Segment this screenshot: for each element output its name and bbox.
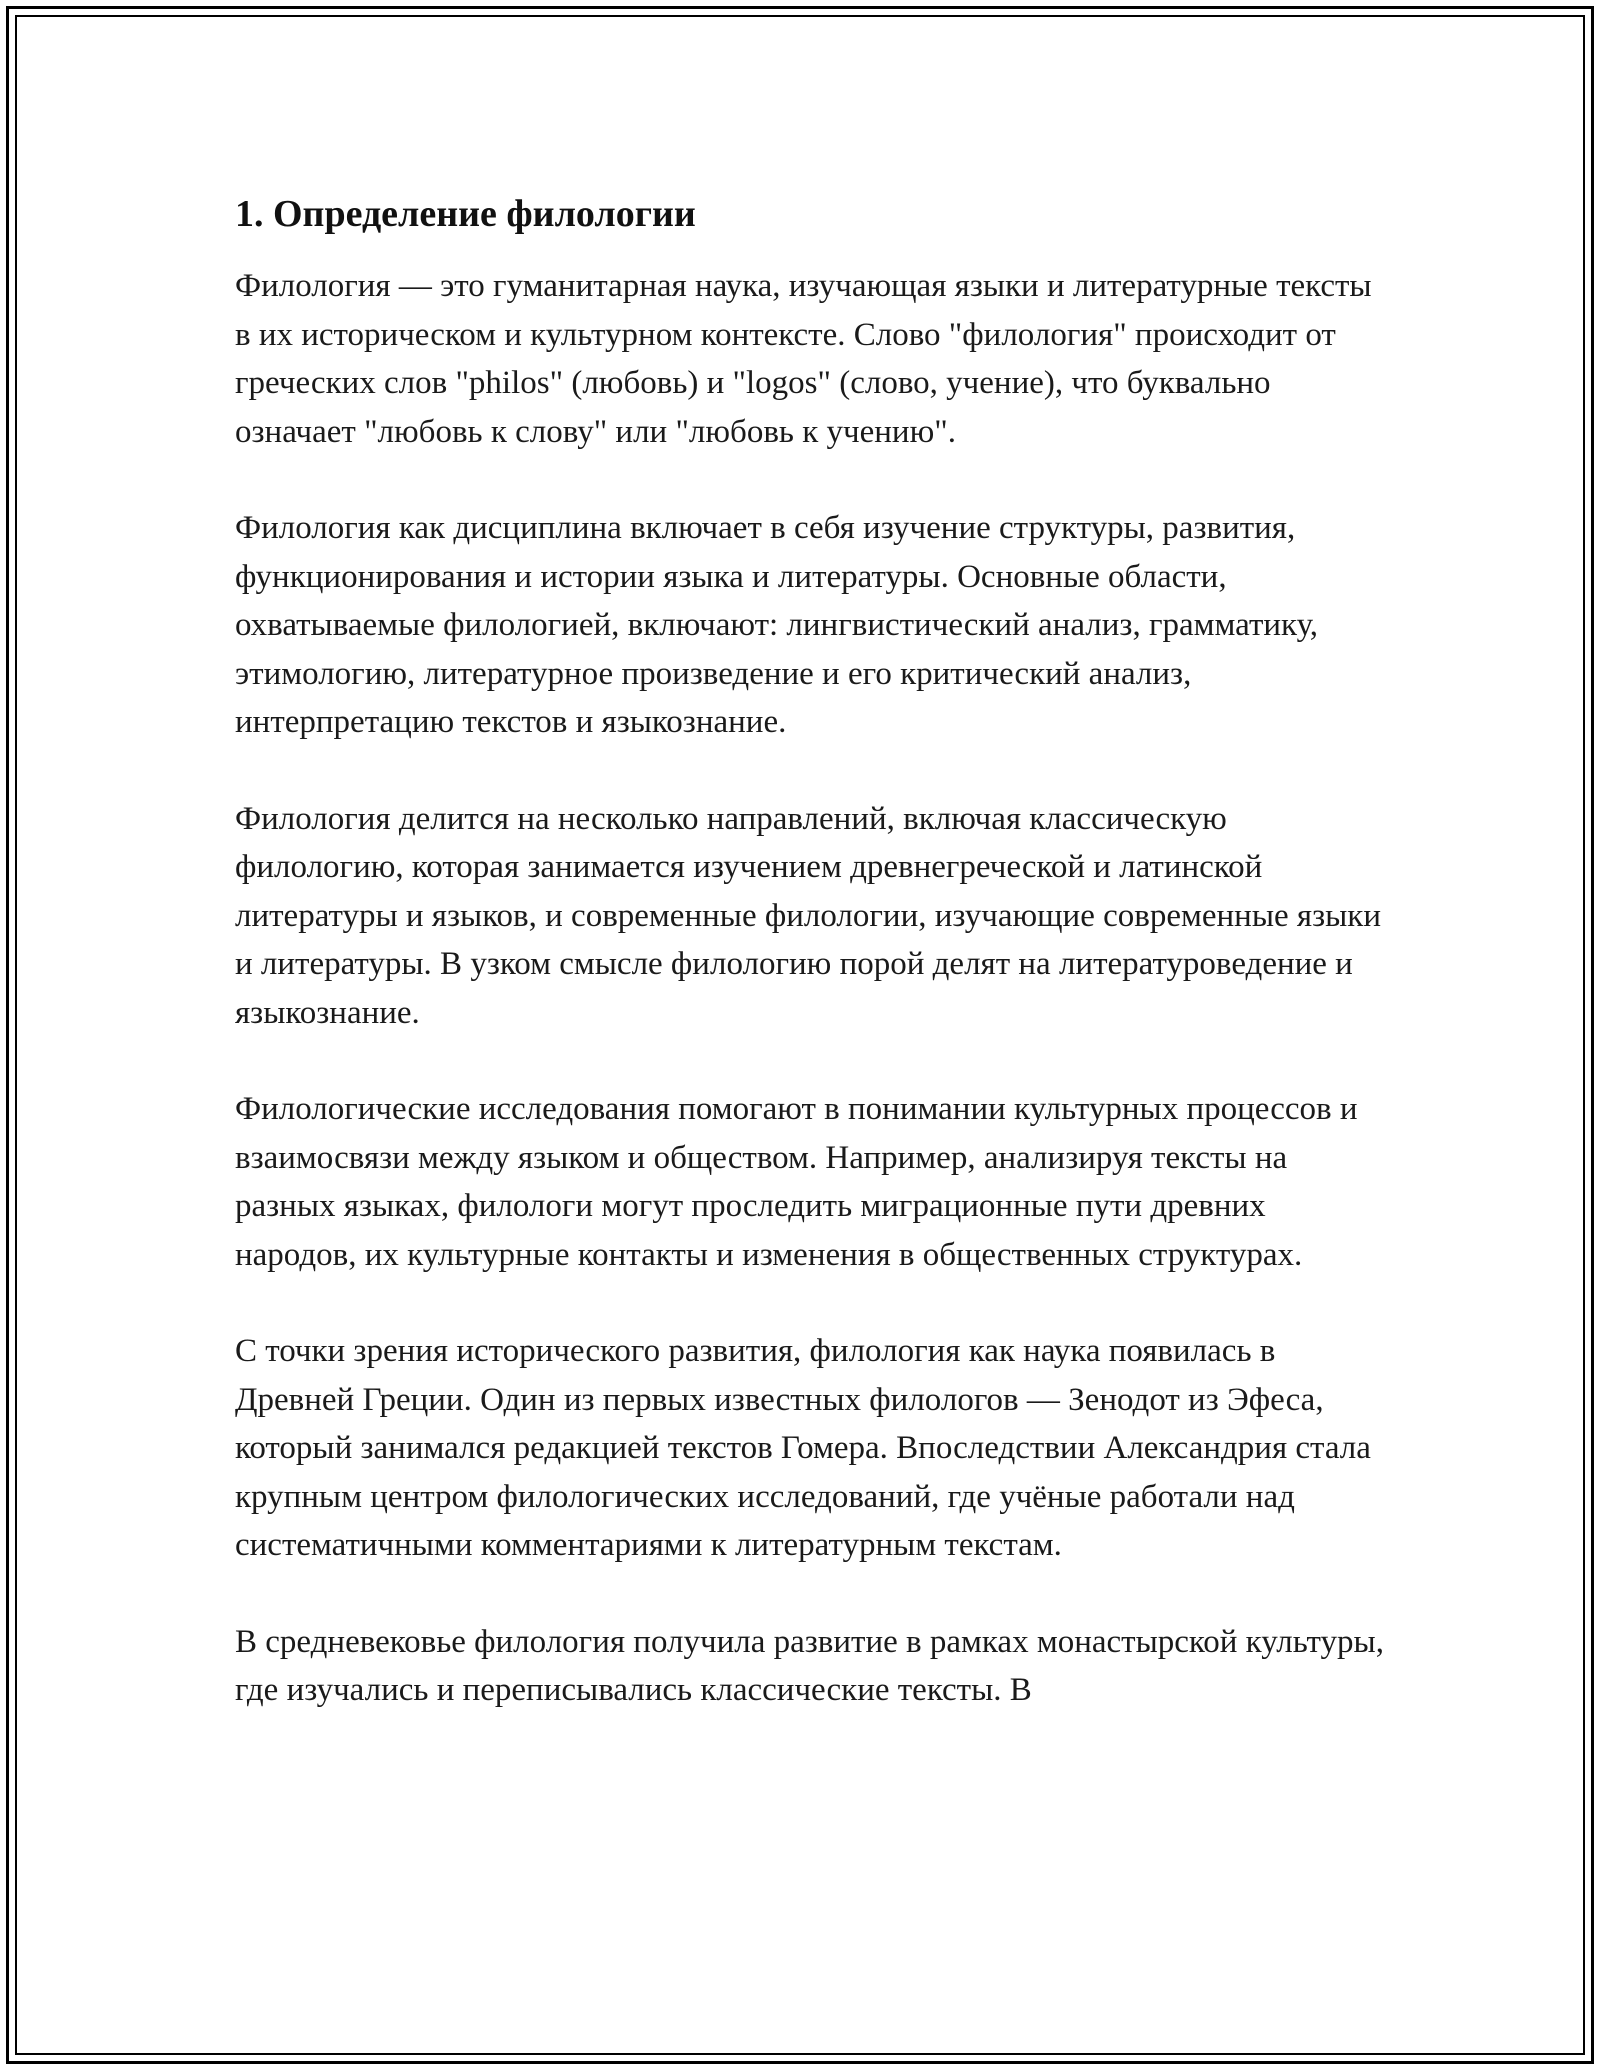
paragraph-definition: Филология — это гуманитарная наука, изучающая языки и литературные тексты в их историческом и культурном контексте. Слово "филология" происходит от греческих слов "philos" (любовь) и "logos" (слово, учение), что буквально означает "любовь к слову" или "любовь к учению". xyxy=(235,268,1372,450)
paragraph-middle-ages: В средневековье филология получила развитие в рамках монастырской культуры, где изучались и переписывались классические тексты. В xyxy=(235,1623,1384,1708)
paragraph-directions: Филология делится на несколько направлений, включая классическую филологию, которая занимается изучением древнегреческой и латинской литературы и языков, и современные филологии, изучающие современные языки и литературы. В узком смысле филологию порой делят на литературоведение и языкознание. xyxy=(235,800,1381,1031)
paragraph-discipline: Филология как дисциплина включает в себя изучение структуры, развития, функционирования и истории языка и литературы. Основные области, охватываемые филологией, включают: лингвистический анализ, грамматику, этимологию, литературное произведение и его критический анализ, интерпретацию текстов и языкознание. xyxy=(235,510,1319,740)
paragraph-history: С точки зрения исторического развития, филология как наука появилась в Древней Греции. Один из первых известных филологов — Зенодот из Эфеса, который занимался редакцией текстов Гомера. Впоследствии Александрия стала крупным центром филологических исследований, где учёные работали над систематичными комментариями к литературным текстам. xyxy=(235,1333,1371,1563)
section-heading: 1. Определение филологии xyxy=(235,193,696,235)
paragraph-research: Филологические исследования помогают в понимании культурных процессов и взаимосвязи между языком и обществом. Например, анализируя тексты на разных языках, филологи могут проследить миграционные пути древних народов, их культурные контакты и изменения в общественных структурах. xyxy=(235,1091,1358,1273)
document-body xyxy=(235,186,1385,1763)
